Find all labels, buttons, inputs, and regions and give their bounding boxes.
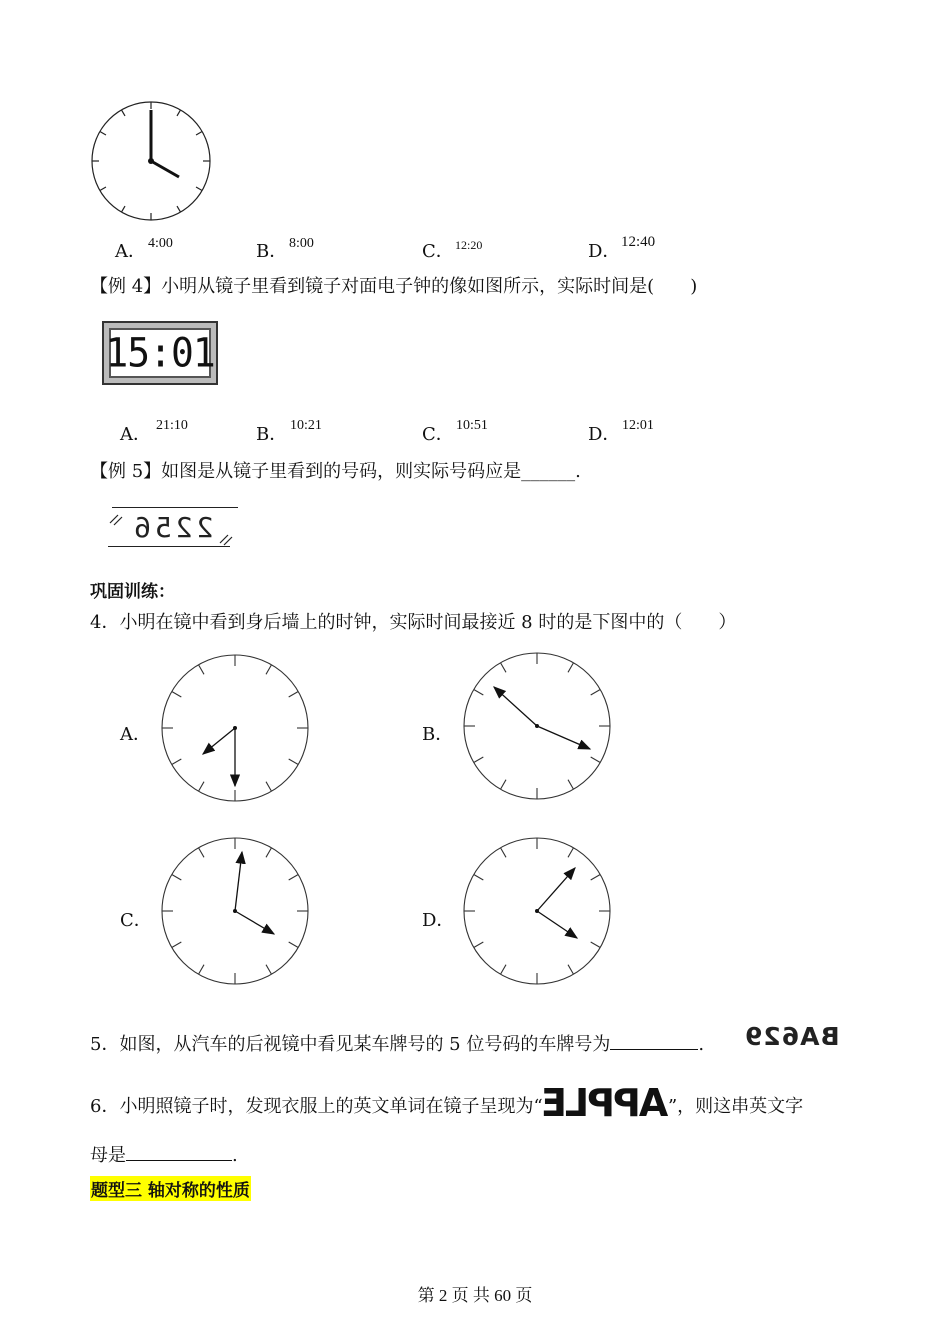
clock-tick	[172, 759, 182, 765]
ex4-option-d-value: 12:01	[622, 418, 654, 433]
option-a-label: A．	[115, 241, 146, 262]
clock-tick	[172, 942, 182, 948]
q5-suffix: .	[698, 1034, 705, 1055]
q4-label-c: C．	[120, 910, 152, 931]
clock-tick	[568, 848, 574, 858]
option-b-value: 8:00	[289, 236, 314, 251]
mirrored-number: 2256	[130, 511, 214, 544]
q6-suffix: ”，则这串英文字	[667, 1096, 804, 1117]
clock-tick	[266, 782, 272, 792]
clock-tick	[199, 965, 205, 975]
q4-label-b: B．	[422, 724, 454, 745]
clock-hand	[494, 687, 537, 726]
q4-label-d: D．	[422, 910, 455, 931]
clock-tick	[199, 848, 205, 858]
clock-tick	[266, 848, 272, 858]
option-b-label: B．	[256, 241, 288, 262]
clock-hand	[235, 911, 274, 934]
clock-tick	[266, 665, 272, 675]
clock-tick	[289, 692, 299, 698]
clock-tick	[199, 665, 205, 675]
clock-top	[90, 100, 212, 222]
clock-tick	[591, 690, 601, 696]
clock-tick	[568, 663, 574, 673]
page-footer: 第 2 页 共 60 页	[417, 1286, 533, 1305]
option-a-value: 4:00	[148, 236, 173, 251]
clock-tick	[501, 965, 507, 975]
clock-tick	[289, 875, 299, 881]
clock-center	[535, 909, 539, 913]
license-plate-mirrored	[744, 1022, 840, 1051]
clock-tick	[501, 663, 507, 673]
option-c-label: C．	[422, 241, 454, 262]
section3-heading: 题型三 轴对称的性质	[90, 1176, 251, 1201]
q6-prefix: 6．小明照镜子时，发现衣服上的英文单词在镜子呈现为“	[90, 1096, 543, 1117]
ex4-option-a-value: 21:10	[156, 418, 188, 433]
clock-tick	[474, 757, 484, 763]
option-d-label: D．	[588, 241, 621, 262]
clock-tick	[266, 965, 272, 975]
q6-text-line1	[90, 1081, 804, 1125]
clock-tick	[474, 942, 484, 948]
clock-option-c	[160, 836, 310, 986]
clock-tick	[474, 875, 484, 881]
clock-hand	[537, 726, 590, 749]
ex4-option-a-label: A．	[120, 424, 151, 445]
mirrored-number-figure	[108, 505, 238, 549]
ex4-option-b-label: B．	[256, 424, 288, 445]
clock-tick	[172, 692, 182, 698]
clock-center	[535, 724, 539, 728]
clock-tick	[474, 690, 484, 696]
q4-text: 4．小明在镜中看到身后墙上的时钟，实际时间最接近 8 时的是下图中的（ ）	[90, 612, 737, 633]
clock-tick	[501, 780, 507, 790]
clock-hand	[203, 728, 235, 754]
q6-word-mirrored: APPLE	[542, 1081, 668, 1125]
example4-question: 【例 4】小明从镜子里看到镜子对面电子钟的像如图所示，实际时间是( )	[90, 276, 698, 297]
ex4-option-d-label: D．	[588, 424, 621, 445]
clock-option-d	[462, 836, 612, 986]
clock-tick	[568, 780, 574, 790]
ex4-option-b-value: 10:21	[290, 418, 322, 433]
q6-text-line2	[90, 1141, 238, 1167]
clock-tick	[199, 782, 205, 792]
q6-line2-end: .	[232, 1145, 238, 1166]
q5-text	[90, 1030, 704, 1056]
clock-tick	[591, 757, 601, 763]
clock-hand	[235, 852, 242, 911]
clock-tick	[568, 965, 574, 975]
q4-label-a: A．	[120, 724, 151, 745]
plate-text: BA629	[744, 1022, 840, 1051]
practice-heading: 巩固训练：	[90, 582, 175, 602]
ex4-option-c-label: C．	[422, 424, 454, 445]
clock-tick	[172, 875, 182, 881]
clock-center	[233, 726, 237, 730]
option-c-value: 12:20	[455, 238, 483, 252]
example5-question: 【例 5】如图是从镜子里看到的号码，则实际号码应是______.	[90, 461, 581, 482]
clock-center	[233, 909, 237, 913]
q6-blank	[126, 1142, 232, 1161]
clock-tick	[289, 759, 299, 765]
clock-tick	[501, 848, 507, 858]
clock-option-a	[160, 653, 310, 803]
ex4-option-c-value: 10:51	[456, 418, 488, 433]
digital-clock-display: 15:01	[105, 329, 215, 377]
q6-line2: 母是	[90, 1145, 126, 1166]
clock-tick	[591, 875, 601, 881]
clock-tick	[289, 942, 299, 948]
clock-option-b	[462, 651, 612, 801]
option-d-value: 12:40	[621, 234, 656, 250]
q5-blank	[610, 1031, 698, 1050]
clock-hand	[537, 868, 575, 911]
clock-hand	[537, 911, 577, 938]
q5-prefix: 5．如图，从汽车的后视镜中看见某车牌号的 5 位号码的车牌号为	[90, 1034, 611, 1055]
clock-tick	[591, 942, 601, 948]
digital-clock	[102, 321, 218, 385]
